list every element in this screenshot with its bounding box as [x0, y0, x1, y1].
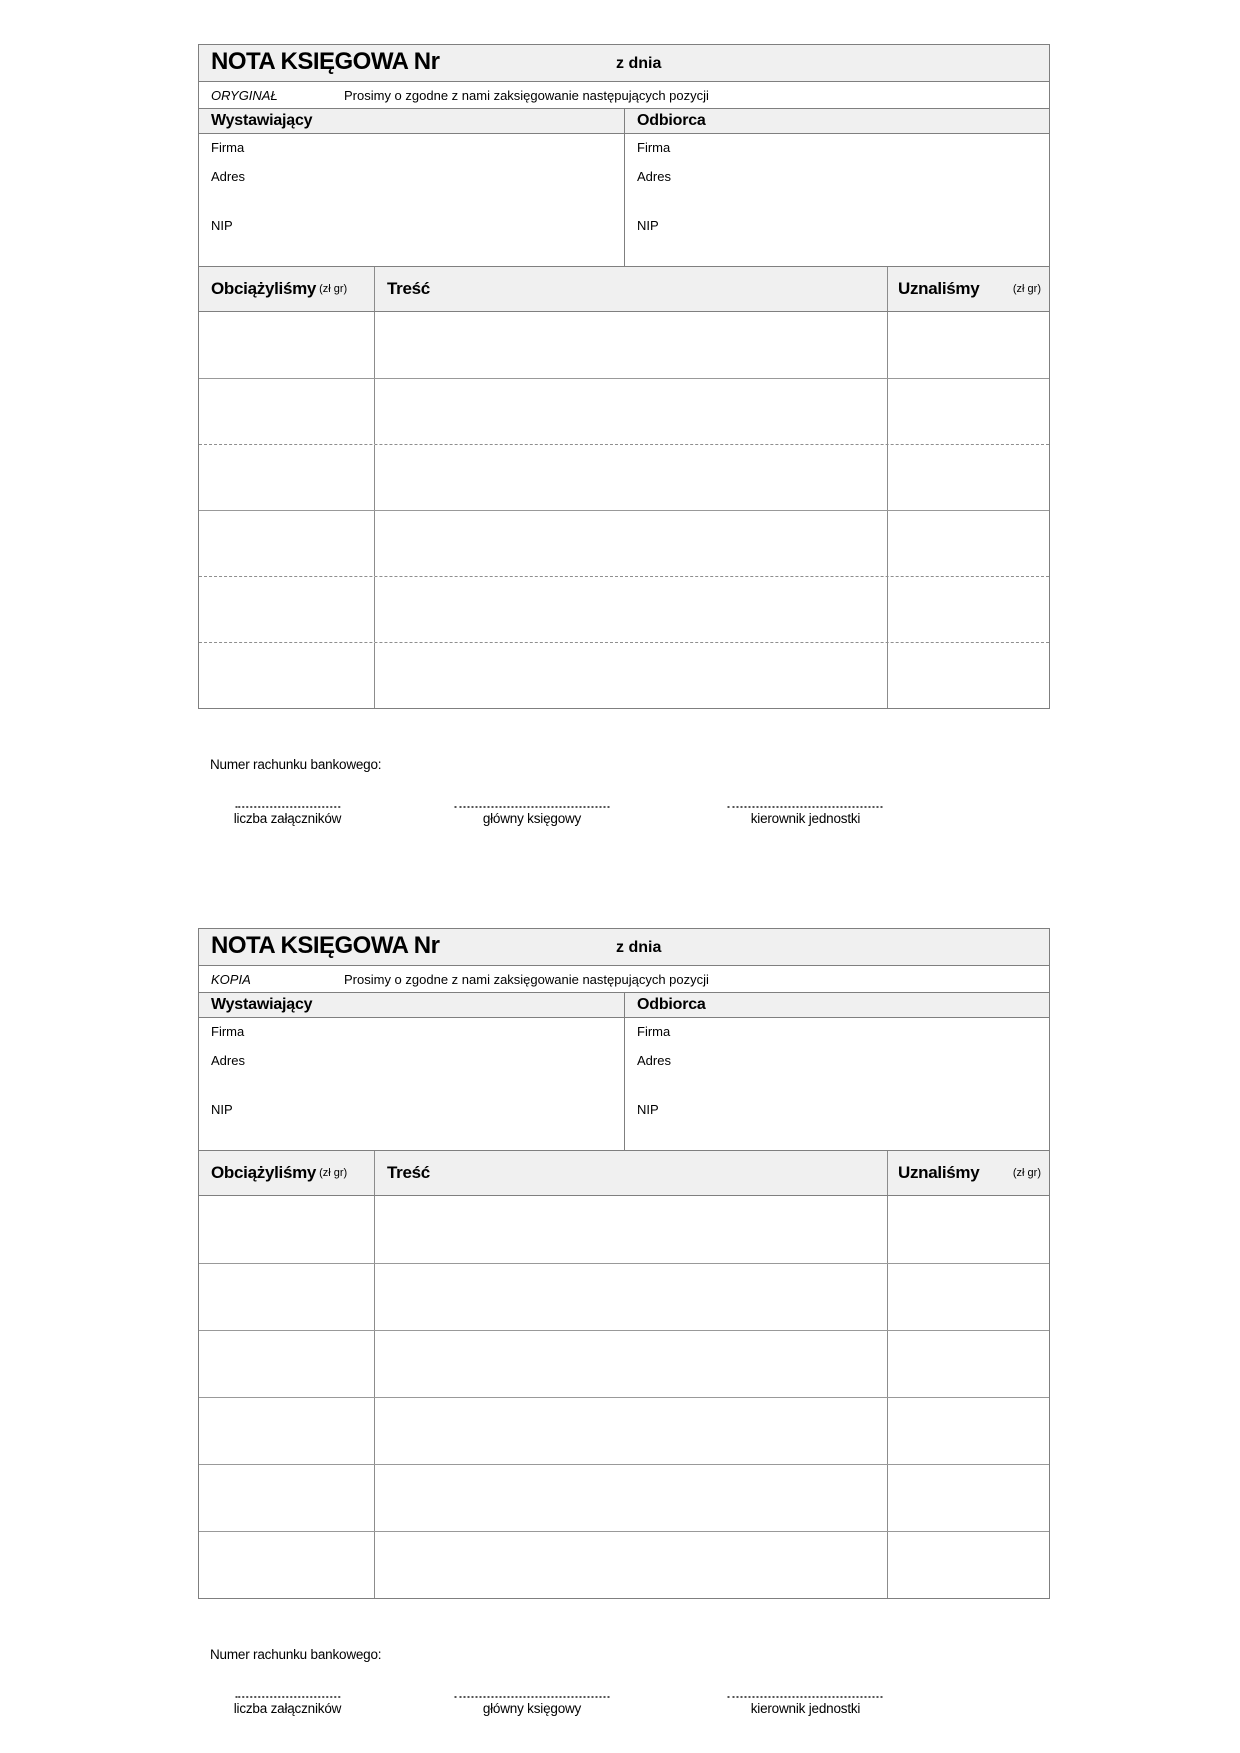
- recipient-details-area[interactable]: [624, 134, 1049, 266]
- credit-cell[interactable]: [887, 379, 1049, 444]
- issuer-address-label: Adres: [211, 169, 245, 184]
- credit-cell[interactable]: [887, 1196, 1049, 1263]
- content-cell[interactable]: [374, 1196, 887, 1263]
- signatures-row: [198, 806, 1050, 852]
- debit-cell[interactable]: [199, 577, 374, 642]
- recipient-address-label: Adres: [637, 1053, 671, 1068]
- form-footer: [198, 1647, 1050, 1742]
- accounting-note-form-copy: [198, 928, 1050, 1742]
- parties-header-row: [199, 109, 1049, 134]
- content-cell[interactable]: [374, 379, 887, 444]
- recipient-details-area[interactable]: [624, 1018, 1049, 1150]
- credit-column-header: [887, 1151, 1049, 1195]
- signature-line[interactable]: [728, 1696, 883, 1698]
- debit-cell[interactable]: [199, 445, 374, 510]
- chief-accountant-signature-block: [454, 806, 609, 826]
- table-row: [199, 1263, 1049, 1330]
- booking-instruction-text: Prosimy o zgodne z nami zaksięgowanie następujących pozycji: [344, 972, 709, 987]
- content-cell[interactable]: [374, 511, 887, 576]
- credit-cell[interactable]: [887, 511, 1049, 576]
- bank-account-field[interactable]: [400, 1647, 850, 1663]
- subtitle-row: [199, 966, 1049, 993]
- debit-cell[interactable]: [199, 1264, 374, 1330]
- table-row: [199, 1330, 1049, 1397]
- title-row: [199, 45, 1049, 82]
- issuer-details-area[interactable]: [199, 1018, 624, 1150]
- unit-manager-signature-block: [728, 1696, 883, 1716]
- content-cell[interactable]: [374, 1398, 887, 1464]
- debit-cell[interactable]: [199, 511, 374, 576]
- note-date-field[interactable]: [684, 49, 1034, 77]
- booking-instruction-text: Prosimy o zgodne z nami zaksięgowanie następujących pozycji: [344, 88, 709, 103]
- form-border-box: [198, 928, 1050, 1599]
- recipient-header: Odbiorca: [624, 109, 1049, 133]
- credit-unit-label: (zł gr): [1012, 1167, 1041, 1179]
- table-row: [199, 312, 1049, 378]
- items-table-header: [199, 1151, 1049, 1196]
- debit-cell[interactable]: [199, 312, 374, 378]
- debit-header-label: Obciążyliśmy: [211, 279, 317, 298]
- signatures-row: [198, 1696, 1050, 1742]
- chief-accountant-label: główny księgowy: [482, 1701, 582, 1716]
- credit-cell[interactable]: [887, 1532, 1049, 1598]
- date-label: z dnia: [616, 55, 662, 72]
- debit-cell[interactable]: [199, 643, 374, 708]
- parties-details-row: [199, 1018, 1049, 1151]
- recipient-header: Odbiorca: [624, 993, 1049, 1017]
- debit-unit-label: (zł gr): [319, 283, 348, 295]
- attachments-signature-block: [234, 1696, 341, 1716]
- table-row: [199, 1531, 1049, 1598]
- debit-cell[interactable]: [199, 1196, 374, 1263]
- debit-cell[interactable]: [199, 379, 374, 444]
- debit-cell[interactable]: [199, 1331, 374, 1397]
- content-column-header: [374, 267, 887, 311]
- note-number-field[interactable]: [467, 49, 607, 77]
- content-cell[interactable]: [374, 1331, 887, 1397]
- debit-cell[interactable]: [199, 1532, 374, 1598]
- recipient-nip-label: NIP: [637, 218, 659, 233]
- table-row: [199, 378, 1049, 444]
- credit-cell[interactable]: [887, 1264, 1049, 1330]
- credit-cell[interactable]: [887, 1331, 1049, 1397]
- table-row: [199, 576, 1049, 642]
- parties-details-row: [199, 134, 1049, 267]
- content-header-label: Treść: [387, 279, 430, 298]
- bank-account-label: Numer rachunku bankowego:: [210, 757, 382, 772]
- content-cell[interactable]: [374, 643, 887, 708]
- attachments-signature-block: [234, 806, 341, 826]
- content-cell[interactable]: [374, 445, 887, 510]
- table-row: [199, 642, 1049, 708]
- date-label: z dnia: [616, 939, 662, 956]
- items-table-header: [199, 267, 1049, 312]
- issuer-address-label: Adres: [211, 1053, 245, 1068]
- unit-manager-label: kierownik jednostki: [750, 1701, 861, 1716]
- parties-header-row: [199, 993, 1049, 1018]
- issuer-firm-label: Firma: [211, 1024, 245, 1039]
- note-number-field[interactable]: [467, 933, 607, 961]
- credit-header-label: Uznaliśmy: [898, 279, 980, 298]
- unit-manager-label: kierownik jednostki: [750, 811, 861, 826]
- title-row: [199, 929, 1049, 966]
- debit-cell[interactable]: [199, 1398, 374, 1464]
- bank-account-row: [210, 1647, 1050, 1662]
- table-row: [199, 444, 1049, 510]
- signature-line[interactable]: [728, 806, 883, 808]
- content-header-label: Treść: [387, 1163, 430, 1182]
- subtitle-row: [199, 82, 1049, 109]
- recipient-address-label: Adres: [637, 169, 671, 184]
- debit-unit-label: (zł gr): [319, 1167, 348, 1179]
- unit-manager-signature-block: [728, 806, 883, 826]
- signature-line[interactable]: [235, 1696, 340, 1698]
- issuer-header: Wystawiający: [211, 996, 313, 1013]
- table-row: [199, 1464, 1049, 1531]
- content-cell[interactable]: [374, 312, 887, 378]
- issuer-nip-label: NIP: [211, 218, 233, 233]
- recipient-firm-label: Firma: [637, 140, 671, 155]
- debit-header-label: Obciążyliśmy: [211, 1163, 317, 1182]
- form-title: NOTA KSIĘGOWA Nr: [211, 932, 440, 959]
- debit-column-header: [199, 267, 374, 311]
- bank-account-field[interactable]: [400, 757, 850, 773]
- bank-account-row: [210, 757, 1050, 772]
- content-cell[interactable]: [374, 577, 887, 642]
- chief-accountant-signature-block: [454, 1696, 609, 1716]
- credit-cell[interactable]: [887, 643, 1049, 708]
- issuer-details-area[interactable]: [199, 134, 624, 266]
- issuer-header: Wystawiający: [211, 112, 313, 129]
- recipient-nip-label: NIP: [637, 1102, 659, 1117]
- table-row: [199, 510, 1049, 576]
- attachments-count-label: liczba załączników: [233, 811, 342, 826]
- form-title: NOTA KSIĘGOWA Nr: [211, 48, 440, 75]
- attachments-count-label: liczba załączników: [233, 1701, 342, 1716]
- chief-accountant-label: główny księgowy: [482, 811, 582, 826]
- bank-account-label: Numer rachunku bankowego:: [210, 1647, 382, 1662]
- credit-cell[interactable]: [887, 445, 1049, 510]
- credit-unit-label: (zł gr): [1012, 283, 1041, 295]
- issuer-firm-label: Firma: [211, 140, 245, 155]
- credit-header-label: Uznaliśmy: [898, 1163, 980, 1182]
- form-border-box: [198, 44, 1050, 709]
- table-row: [199, 1397, 1049, 1464]
- content-column-header: [374, 1151, 887, 1195]
- credit-cell[interactable]: [887, 312, 1049, 378]
- note-date-field[interactable]: [684, 933, 1034, 961]
- credit-cell[interactable]: [887, 1398, 1049, 1464]
- copy-type-label: ORYGINAŁ: [211, 88, 278, 103]
- table-row: [199, 1196, 1049, 1263]
- copy-type-label: KOPIA: [211, 972, 251, 987]
- credit-cell[interactable]: [887, 1465, 1049, 1531]
- debit-cell[interactable]: [199, 1465, 374, 1531]
- signature-line[interactable]: [454, 1696, 609, 1698]
- content-cell[interactable]: [374, 1532, 887, 1598]
- form-footer: [198, 757, 1050, 852]
- signature-line[interactable]: [235, 806, 340, 808]
- credit-cell[interactable]: [887, 577, 1049, 642]
- credit-column-header: [887, 267, 1049, 311]
- recipient-firm-label: Firma: [637, 1024, 671, 1039]
- content-cell[interactable]: [374, 1264, 887, 1330]
- issuer-nip-label: NIP: [211, 1102, 233, 1117]
- accounting-note-form-original: [198, 44, 1050, 852]
- debit-column-header: [199, 1151, 374, 1195]
- content-cell[interactable]: [374, 1465, 887, 1531]
- signature-line[interactable]: [454, 806, 609, 808]
